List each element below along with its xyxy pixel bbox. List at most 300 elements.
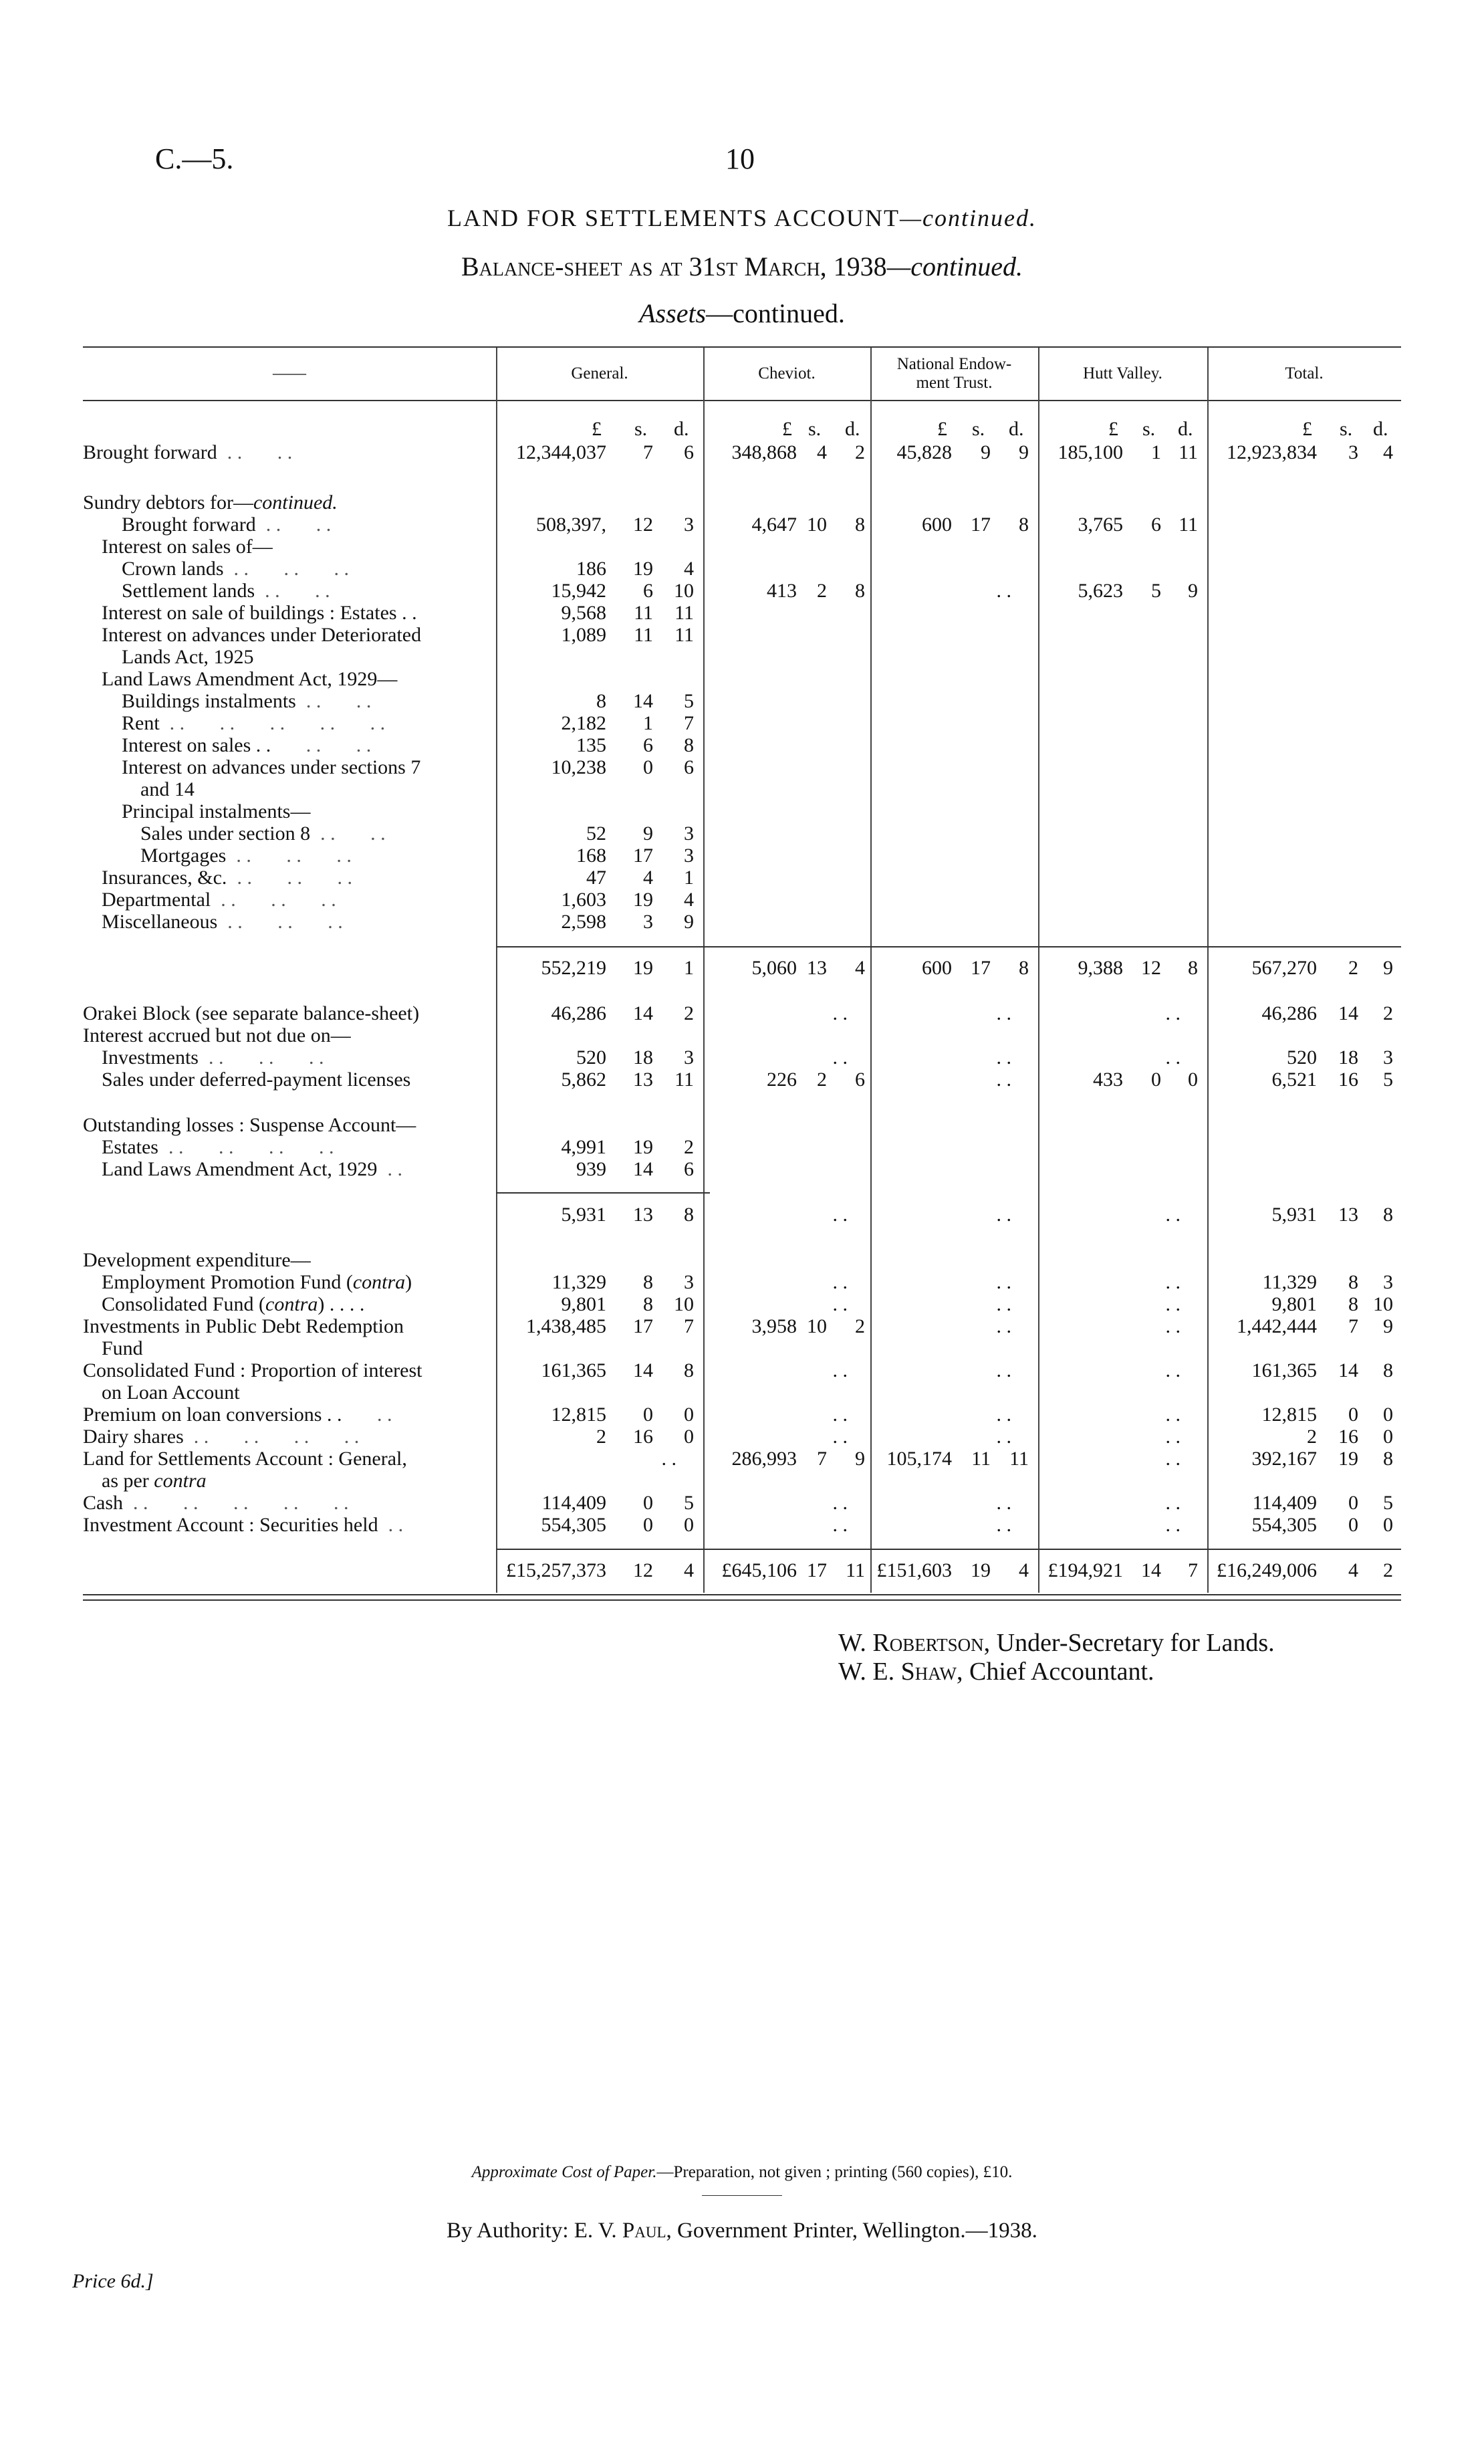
amount-shillings: 7 [643, 441, 653, 463]
amount-pounds: 9,801 [561, 1293, 606, 1315]
amount-pounds: 6,521 [1271, 1069, 1317, 1091]
row-label [122, 646, 253, 669]
amount-pence: 4 [684, 1559, 694, 1581]
amount-pounds: 2,598 [561, 911, 606, 933]
row-label-text: Orakei Block (see separate balance-sheet) [83, 1002, 420, 1024]
nil-marker: . . [996, 1002, 1011, 1024]
row-label [102, 1069, 410, 1091]
amount-pounds: 1,442,444 [1237, 1315, 1317, 1337]
page-subtitle: Balance-sheet as at 31st March, 1938—continued. [461, 251, 1023, 282]
leader-dots: . . . . . . [217, 911, 343, 933]
amount-shillings: 6 [643, 734, 653, 756]
amount-pence: 0 [684, 1514, 694, 1536]
amount-pence: 8 [1019, 514, 1029, 536]
amount-pence: 3 [684, 845, 694, 867]
subtotal-rule [496, 1192, 710, 1194]
row-label-end: ) [405, 1271, 412, 1293]
row-label [83, 1514, 403, 1537]
amount-pounds: 9,388 [1078, 957, 1123, 979]
nil-marker: . . [996, 1359, 1011, 1381]
amount-pounds: 47 [586, 867, 606, 889]
amount-pounds: 114,409 [541, 1492, 606, 1514]
unit-shillings: s. [1142, 418, 1156, 440]
amount-pounds: £645,106 [721, 1559, 797, 1581]
amount-pounds: 168 [576, 845, 606, 867]
amount-pounds: 46,286 [1261, 1002, 1317, 1024]
row-label [102, 1381, 240, 1404]
amount-pence: 7 [1188, 1559, 1198, 1581]
row-label [122, 756, 420, 779]
table-bottom-rule-2 [83, 1599, 1401, 1601]
leader-dots: . . . . . . . . . . [123, 1492, 349, 1514]
amount-pounds: 46,286 [551, 1002, 606, 1024]
total-rule [496, 1549, 1401, 1550]
amount-shillings: 17 [633, 1315, 653, 1337]
amount-shillings: 12 [633, 1559, 653, 1581]
amount-pounds: 52 [586, 822, 606, 845]
nil-marker: . . [996, 1492, 1011, 1514]
leader-dots: . . . . [217, 441, 293, 463]
leader-dots: . . . . . . . . . . [159, 712, 386, 734]
amount-pence: 9 [1383, 957, 1393, 979]
amount-pence: 4 [684, 889, 694, 911]
amount-pence: 2 [1383, 1002, 1393, 1024]
amount-pounds: 5,623 [1078, 580, 1123, 602]
leader-dots: . . . . [295, 690, 372, 712]
row-label-text: Interest on advances under Deteriorated [102, 624, 422, 646]
row-label [83, 1114, 416, 1137]
amount-shillings: 13 [1338, 1204, 1358, 1226]
row-label-text: and 14 [140, 778, 195, 800]
document-reference: C.—5. [155, 142, 234, 175]
row-label [83, 1024, 351, 1047]
row-label-end: ) . . . . [318, 1293, 365, 1315]
row-label-text: Departmental [102, 889, 211, 911]
row-label [83, 1448, 407, 1470]
row-label-text: Sales under section 8 [140, 822, 311, 845]
leader-dots: . . . . [255, 580, 330, 602]
amount-pounds: 12,344,037 [516, 441, 606, 463]
row-label [140, 845, 352, 867]
amount-shillings: 19 [633, 1136, 653, 1158]
footer-rule [702, 2195, 782, 2196]
nil-marker: . . [996, 1514, 1011, 1536]
amount-pence: 11 [674, 1069, 694, 1091]
unit-pound: £ [937, 418, 947, 440]
amount-shillings: 14 [1338, 1359, 1358, 1381]
leader-dots: . . . . . . [211, 889, 336, 911]
amount-shillings: 17 [971, 957, 991, 979]
nil-marker: . . [832, 1002, 848, 1024]
amount-pence: 4 [855, 957, 865, 979]
nil-marker: . . [1165, 1426, 1181, 1448]
row-label [102, 1470, 207, 1492]
row-label [102, 1271, 412, 1294]
nil-marker: . . [1165, 1492, 1181, 1514]
row-label [102, 889, 336, 911]
row-label-italic: continued. [253, 491, 338, 514]
amount-pounds: £194,921 [1047, 1559, 1123, 1581]
amount-pounds: 4,991 [561, 1136, 606, 1158]
amount-shillings: 6 [1151, 514, 1161, 536]
nil-marker: . . [1165, 1448, 1181, 1470]
row-label-text: Brought forward [122, 514, 256, 536]
row-label [83, 1002, 419, 1025]
row-label-text: Interest accrued but not due on— [83, 1024, 351, 1046]
amount-pounds: £151,603 [876, 1559, 952, 1581]
row-label-text: Land Laws Amendment Act, 1929 [102, 1158, 378, 1180]
column-header-general: General. [571, 364, 628, 382]
row-label-text: Rent [122, 712, 160, 734]
amount-shillings: 19 [971, 1559, 991, 1581]
amount-pence: 4 [1383, 441, 1393, 463]
unit-pence: d. [1373, 418, 1388, 440]
amount-pounds: 392,167 [1251, 1448, 1317, 1470]
leader-dots: . . . . . . [223, 558, 349, 580]
nil-marker: . . [1165, 1002, 1181, 1024]
column-header-cheviot: Cheviot. [758, 364, 816, 382]
row-label-text: Investments [102, 1046, 199, 1069]
amount-shillings: 5 [1151, 580, 1161, 602]
amount-shillings: 8 [643, 1271, 653, 1293]
amount-shillings: 7 [817, 1448, 827, 1470]
amount-shillings: 0 [643, 1492, 653, 1514]
amount-pounds: 554,305 [541, 1514, 606, 1536]
amount-pence: 10 [674, 580, 694, 602]
row-label [83, 1249, 311, 1272]
nil-marker: . . [1165, 1359, 1181, 1381]
amount-shillings: 0 [643, 1404, 653, 1426]
amount-pence: 6 [684, 756, 694, 778]
amount-shillings: 17 [807, 1559, 827, 1581]
row-label-text: Interest on sales . . [122, 734, 271, 756]
amount-pence: 11 [1179, 441, 1198, 463]
amount-shillings: 12 [633, 514, 653, 536]
nil-marker: . . [996, 1404, 1011, 1426]
amount-pounds: 5,931 [561, 1204, 606, 1226]
row-label-text: Estates [102, 1136, 158, 1158]
amount-shillings: 17 [971, 514, 991, 536]
amount-pounds: 567,270 [1251, 957, 1317, 979]
amount-pence: 2 [855, 1315, 865, 1337]
amount-pounds: 8 [596, 690, 606, 712]
amount-pence: 9 [1019, 441, 1029, 463]
row-label [102, 536, 273, 558]
leader-dots: . . . . . . [226, 845, 352, 867]
subtotal-rule [496, 946, 1401, 947]
row-label [83, 441, 292, 464]
amount-pence: 1 [684, 957, 694, 979]
amount-shillings: 9 [981, 441, 991, 463]
amount-pounds: 114,409 [1252, 1492, 1317, 1514]
unit-shillings: s. [1340, 418, 1353, 440]
amount-pounds: 15,942 [551, 580, 606, 602]
row-label [102, 668, 397, 691]
amount-shillings: 1 [1151, 441, 1161, 463]
row-label [122, 800, 310, 823]
amount-pounds: 348,868 [731, 441, 797, 463]
amount-pounds: £16,249,006 [1217, 1559, 1317, 1581]
amount-shillings: 18 [633, 1046, 653, 1069]
amount-pounds: 939 [576, 1158, 606, 1180]
amount-pounds: 520 [576, 1046, 606, 1069]
nil-marker: . . [996, 1069, 1011, 1091]
row-label [83, 1315, 404, 1338]
amount-pence: 9 [684, 911, 694, 933]
amount-pounds: 2,182 [561, 712, 606, 734]
amount-shillings: 8 [1348, 1293, 1358, 1315]
amount-pence: 5 [1383, 1492, 1393, 1514]
amount-pence: 5 [684, 690, 694, 712]
row-label-text: Premium on loan conversions . . [83, 1404, 342, 1426]
amount-pounds: 5,931 [1271, 1204, 1317, 1226]
amount-shillings: 0 [1348, 1404, 1358, 1426]
amount-pence: 6 [684, 441, 694, 463]
amount-pounds: 12,815 [1261, 1404, 1317, 1426]
leader-dots: . . [342, 1404, 392, 1426]
row-label [102, 602, 417, 625]
amount-shillings: 14 [1141, 1559, 1161, 1581]
amount-pence: 4 [1019, 1559, 1029, 1581]
amount-pence: 9 [855, 1448, 865, 1470]
amount-pounds: 12,923,834 [1227, 441, 1317, 463]
amount-shillings: 0 [1348, 1514, 1358, 1536]
nil-marker: . . [661, 1448, 676, 1470]
row-label-text: Outstanding losses : Suspense Account— [83, 1114, 416, 1136]
amount-pounds: 554,305 [1251, 1514, 1317, 1536]
table-header-rule [83, 400, 1401, 401]
amount-pence: 8 [684, 1204, 694, 1226]
amount-pence: 2 [684, 1002, 694, 1024]
nil-marker: . . [996, 580, 1011, 602]
row-label-text: Lands Act, 1925 [122, 646, 254, 668]
amount-pounds: 3,958 [751, 1315, 797, 1337]
leader-dots: . . . . [310, 822, 386, 845]
unit-pence: d. [1009, 418, 1024, 440]
unit-pound: £ [782, 418, 792, 440]
row-label-italic: contra [265, 1293, 318, 1315]
amount-shillings: 19 [633, 558, 653, 580]
amount-pounds: 2 [1307, 1426, 1317, 1448]
amount-pounds: 45,828 [896, 441, 952, 463]
row-label-text: Investment Account : Securities held [83, 1514, 378, 1536]
amount-pounds: 5,060 [751, 957, 797, 979]
unit-pound: £ [1302, 418, 1312, 440]
row-label-text: Mortgages [140, 845, 227, 867]
amount-pence: 8 [1383, 1204, 1393, 1226]
amount-pence: 0 [1188, 1069, 1198, 1091]
row-label-text: Land for Settlements Account : General, [83, 1448, 407, 1470]
amount-shillings: 11 [634, 602, 653, 624]
amount-pounds: 5,862 [561, 1069, 606, 1091]
amount-shillings: 17 [633, 845, 653, 867]
row-label [83, 1492, 349, 1515]
amount-shillings: 2 [1348, 957, 1358, 979]
nil-marker: . . [1165, 1271, 1181, 1293]
amount-pence: 11 [674, 624, 694, 646]
amount-pounds: 1,603 [561, 889, 606, 911]
leader-dots: . . [377, 1158, 402, 1180]
amount-shillings: 12 [1141, 957, 1161, 979]
row-label-text: on Loan Account [102, 1381, 240, 1404]
amount-shillings: 19 [633, 889, 653, 911]
row-label-text: Interest on advances under sections 7 [122, 756, 421, 778]
row-label-text: Dairy shares [83, 1426, 184, 1448]
amount-shillings: 2 [817, 1069, 827, 1091]
signature-robertson: W. Robertson, Under-Secretary for Lands. [838, 1629, 1275, 1657]
row-label-text: Interest on sale of buildings : Estates . . [102, 602, 417, 624]
amount-shillings: 14 [633, 1158, 653, 1180]
row-label [102, 1293, 364, 1316]
amount-shillings: 18 [1338, 1046, 1358, 1069]
table-bottom-rule-1 [83, 1594, 1401, 1595]
row-label [122, 558, 349, 580]
nil-marker: . . [1165, 1315, 1181, 1337]
amount-pounds: 9,801 [1271, 1293, 1317, 1315]
amount-shillings: 6 [643, 580, 653, 602]
amount-pounds: 186 [576, 558, 606, 580]
amount-shillings: 14 [1338, 1002, 1358, 1024]
amount-pence: 9 [1383, 1315, 1393, 1337]
unit-shillings: s. [634, 418, 648, 440]
amount-pounds: 520 [1287, 1046, 1317, 1069]
printer-authority: By Authority: E. V. Paul, Government Printer, Wellington.—1938. [447, 2219, 1037, 2243]
row-label-text: Cash [83, 1492, 123, 1514]
amount-shillings: 0 [1151, 1069, 1161, 1091]
row-label [140, 778, 195, 801]
amount-pence: 8 [855, 580, 865, 602]
leader-dots: . . . . [271, 734, 372, 756]
leader-dots: . . [378, 1514, 404, 1536]
row-label [102, 867, 352, 889]
amount-shillings: 9 [643, 822, 653, 845]
row-label [122, 690, 371, 713]
nil-marker: . . [1165, 1204, 1181, 1226]
column-header-hutt-valley: Hutt Valley. [1083, 364, 1162, 382]
cost-of-paper-note: Approximate Cost of Paper.—Preparation, not given ; printing (560 copies), £10. [471, 2163, 1013, 2181]
row-label-text: Consolidated Fund ( [102, 1293, 265, 1315]
row-label-text: Development expenditure— [83, 1249, 311, 1271]
amount-pence: 3 [1383, 1271, 1393, 1293]
amount-pence: 8 [1383, 1359, 1393, 1381]
amount-shillings: 19 [633, 957, 653, 979]
amount-pounds: 135 [576, 734, 606, 756]
unit-pence: d. [1178, 418, 1193, 440]
amount-shillings: 3 [643, 911, 653, 933]
nil-marker: . . [996, 1046, 1011, 1069]
row-label [122, 514, 331, 536]
amount-pounds: 3,765 [1078, 514, 1123, 536]
leader-dots: . . . . . . [198, 1046, 324, 1069]
amount-shillings: 13 [633, 1069, 653, 1091]
page-title: LAND FOR SETTLEMENTS ACCOUNT—continued. [447, 205, 1037, 231]
amount-pounds: 433 [1093, 1069, 1123, 1091]
amount-shillings: 8 [643, 1293, 653, 1315]
amount-pence: 0 [1383, 1404, 1393, 1426]
amount-shillings: 8 [1348, 1271, 1358, 1293]
amount-pounds: 552,219 [541, 957, 606, 979]
amount-pounds: 11,329 [551, 1271, 606, 1293]
amount-shillings: 11 [634, 624, 653, 646]
amount-pence: 8 [684, 1359, 694, 1381]
amount-pence: 10 [1373, 1293, 1393, 1315]
row-label [83, 1426, 359, 1448]
amount-shillings: 4 [817, 441, 827, 463]
amount-pence: 5 [684, 1492, 694, 1514]
amount-pence: 7 [684, 1315, 694, 1337]
amount-shillings: 14 [633, 1002, 653, 1024]
nil-marker: . . [1165, 1293, 1181, 1315]
nil-marker: . . [832, 1514, 848, 1536]
amount-shillings: 10 [807, 1315, 827, 1337]
amount-pence: 9 [1188, 580, 1198, 602]
amount-shillings: 0 [643, 1514, 653, 1536]
amount-pence: 3 [684, 822, 694, 845]
nil-marker: . . [832, 1293, 848, 1315]
amount-pounds: 12,815 [551, 1404, 606, 1426]
unit-pence: d. [674, 418, 689, 440]
row-label-italic: contra [352, 1271, 406, 1293]
amount-pence: 0 [1383, 1426, 1393, 1448]
amount-shillings: 14 [633, 1359, 653, 1381]
amount-pounds: 161,365 [1251, 1359, 1317, 1381]
row-label-text: as per [102, 1470, 154, 1492]
amount-pounds: 2 [596, 1426, 606, 1448]
row-label [102, 1046, 324, 1069]
amount-pence: 5 [1383, 1069, 1393, 1091]
amount-pence: 11 [1179, 514, 1198, 536]
row-label [83, 1359, 422, 1382]
row-label [102, 1158, 402, 1181]
row-label-text: Employment Promotion Fund ( [102, 1271, 353, 1293]
amount-pence: 11 [1009, 1448, 1029, 1470]
row-label-text: Land Laws Amendment Act, 1929— [102, 668, 398, 690]
amount-shillings: 10 [807, 514, 827, 536]
row-label [102, 1136, 334, 1159]
amount-shillings: 3 [1348, 441, 1358, 463]
nil-marker: . . [996, 1315, 1011, 1337]
row-label-text: Sales under deferred-payment licenses [102, 1069, 411, 1091]
row-label-text: Insurances, &c. [102, 867, 227, 889]
row-label-text: Buildings instalments [122, 690, 296, 712]
nil-marker: . . [1165, 1046, 1181, 1069]
amount-pence: 8 [1019, 957, 1029, 979]
page-number: 10 [725, 142, 755, 175]
row-label [122, 580, 330, 602]
amount-pounds: 4,647 [751, 514, 797, 536]
row-label [122, 712, 385, 735]
amount-pence: 11 [674, 602, 694, 624]
nil-marker: . . [832, 1046, 848, 1069]
amount-pounds: 600 [922, 957, 952, 979]
amount-shillings: 7 [1348, 1315, 1358, 1337]
amount-pounds: 185,100 [1058, 441, 1123, 463]
row-label [102, 624, 421, 647]
amount-pence: 1 [684, 867, 694, 889]
column-header-total: Total. [1285, 364, 1324, 382]
amount-pounds: 1,438,485 [526, 1315, 606, 1337]
row-label-text: Interest on sales of— [102, 536, 273, 558]
nil-marker: . . [1165, 1404, 1181, 1426]
section-heading: Assets—continued. [639, 298, 845, 328]
row-label [140, 822, 386, 845]
row-label [102, 1337, 143, 1360]
unit-shillings: s. [808, 418, 822, 440]
amount-pounds: 105,174 [886, 1448, 952, 1470]
amount-pence: 2 [855, 441, 865, 463]
amount-shillings: 1 [643, 712, 653, 734]
leader-dots: . . . . . . [227, 867, 352, 889]
